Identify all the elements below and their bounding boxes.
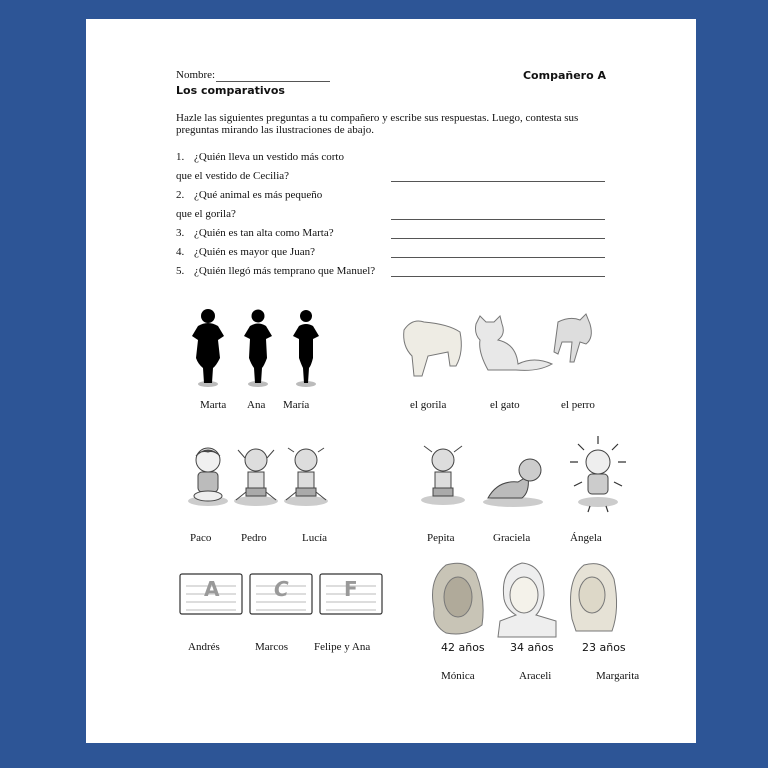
question-3-number: 3.: [176, 227, 185, 239]
name-label: Nombre:: [176, 69, 216, 81]
label-ana: Ana: [247, 399, 266, 411]
portraits-illustration: [426, 559, 646, 639]
answer-line-1[interactable]: [391, 181, 605, 182]
label-pedro: Pedro: [241, 532, 267, 544]
label-pepita: Pepita: [427, 532, 455, 544]
women-silhouettes-illustration: [186, 306, 326, 388]
question-1-number: 1.: [176, 151, 185, 163]
grade-letter-c: C: [274, 577, 289, 601]
label-lucia: Lucía: [302, 532, 328, 544]
label-felipe-y-ana: Felipe y Ana: [314, 641, 371, 653]
answer-line-2[interactable]: [391, 219, 605, 220]
label-gorila: el gorila: [410, 399, 447, 411]
babies-illustration-2: [418, 432, 618, 517]
age-monica: 42 años: [441, 641, 485, 654]
question-3-text: ¿Quién es tan alta como Marta?: [194, 227, 334, 239]
answer-line-3[interactable]: [391, 238, 605, 239]
label-marta: Marta: [200, 399, 227, 411]
page-title: Los comparativos: [176, 84, 285, 97]
instructions: Hazle las siguientes preguntas a tu compañero y escribe sus respuestas. Luego, contesta sus preguntas mirando las ilustraciones de abajo.: [176, 112, 579, 136]
question-5-text: ¿Quién llegó más temprano que Manuel?: [194, 265, 376, 277]
answer-line-5[interactable]: [391, 276, 605, 277]
animals-illustration: [398, 312, 608, 382]
age-araceli: 34 años: [510, 641, 554, 654]
label-marcos: Marcos: [255, 641, 288, 653]
question-4-number: 4.: [176, 246, 185, 258]
grade-letter-f: F: [344, 577, 358, 601]
label-maria: María: [283, 399, 310, 411]
label-perro: el perro: [561, 399, 595, 411]
partner-label: Compañero A: [522, 69, 606, 82]
answer-line-4[interactable]: [391, 257, 605, 258]
label-margarita: Margarita: [596, 670, 640, 682]
babies-illustration-1: [186, 444, 346, 509]
question-5-number: 5.: [176, 265, 185, 277]
label-gato: el gato: [490, 399, 520, 411]
question-1-text-cont: que el vestido de Cecilia?: [176, 170, 290, 182]
question-1-text: ¿Quién lleva un vestido más corto: [194, 151, 344, 163]
label-araceli: Araceli: [519, 670, 552, 682]
label-angela: Ángela: [570, 532, 602, 544]
age-margarita: 23 años: [582, 641, 626, 654]
label-paco: Paco: [190, 532, 212, 544]
question-4-text: ¿Quién es mayor que Juan?: [194, 246, 315, 258]
grade-letter-a: A: [204, 577, 220, 601]
question-2-text: ¿Qué animal es más pequeño: [194, 189, 323, 201]
label-monica: Mónica: [441, 670, 475, 682]
label-andres: Andrés: [188, 641, 220, 653]
question-2-number: 2.: [176, 189, 185, 201]
label-graciela: Graciela: [493, 532, 531, 544]
question-2-text-cont: que el gorila?: [176, 208, 236, 220]
name-field[interactable]: [216, 81, 330, 82]
worksheet-page: [86, 19, 696, 743]
